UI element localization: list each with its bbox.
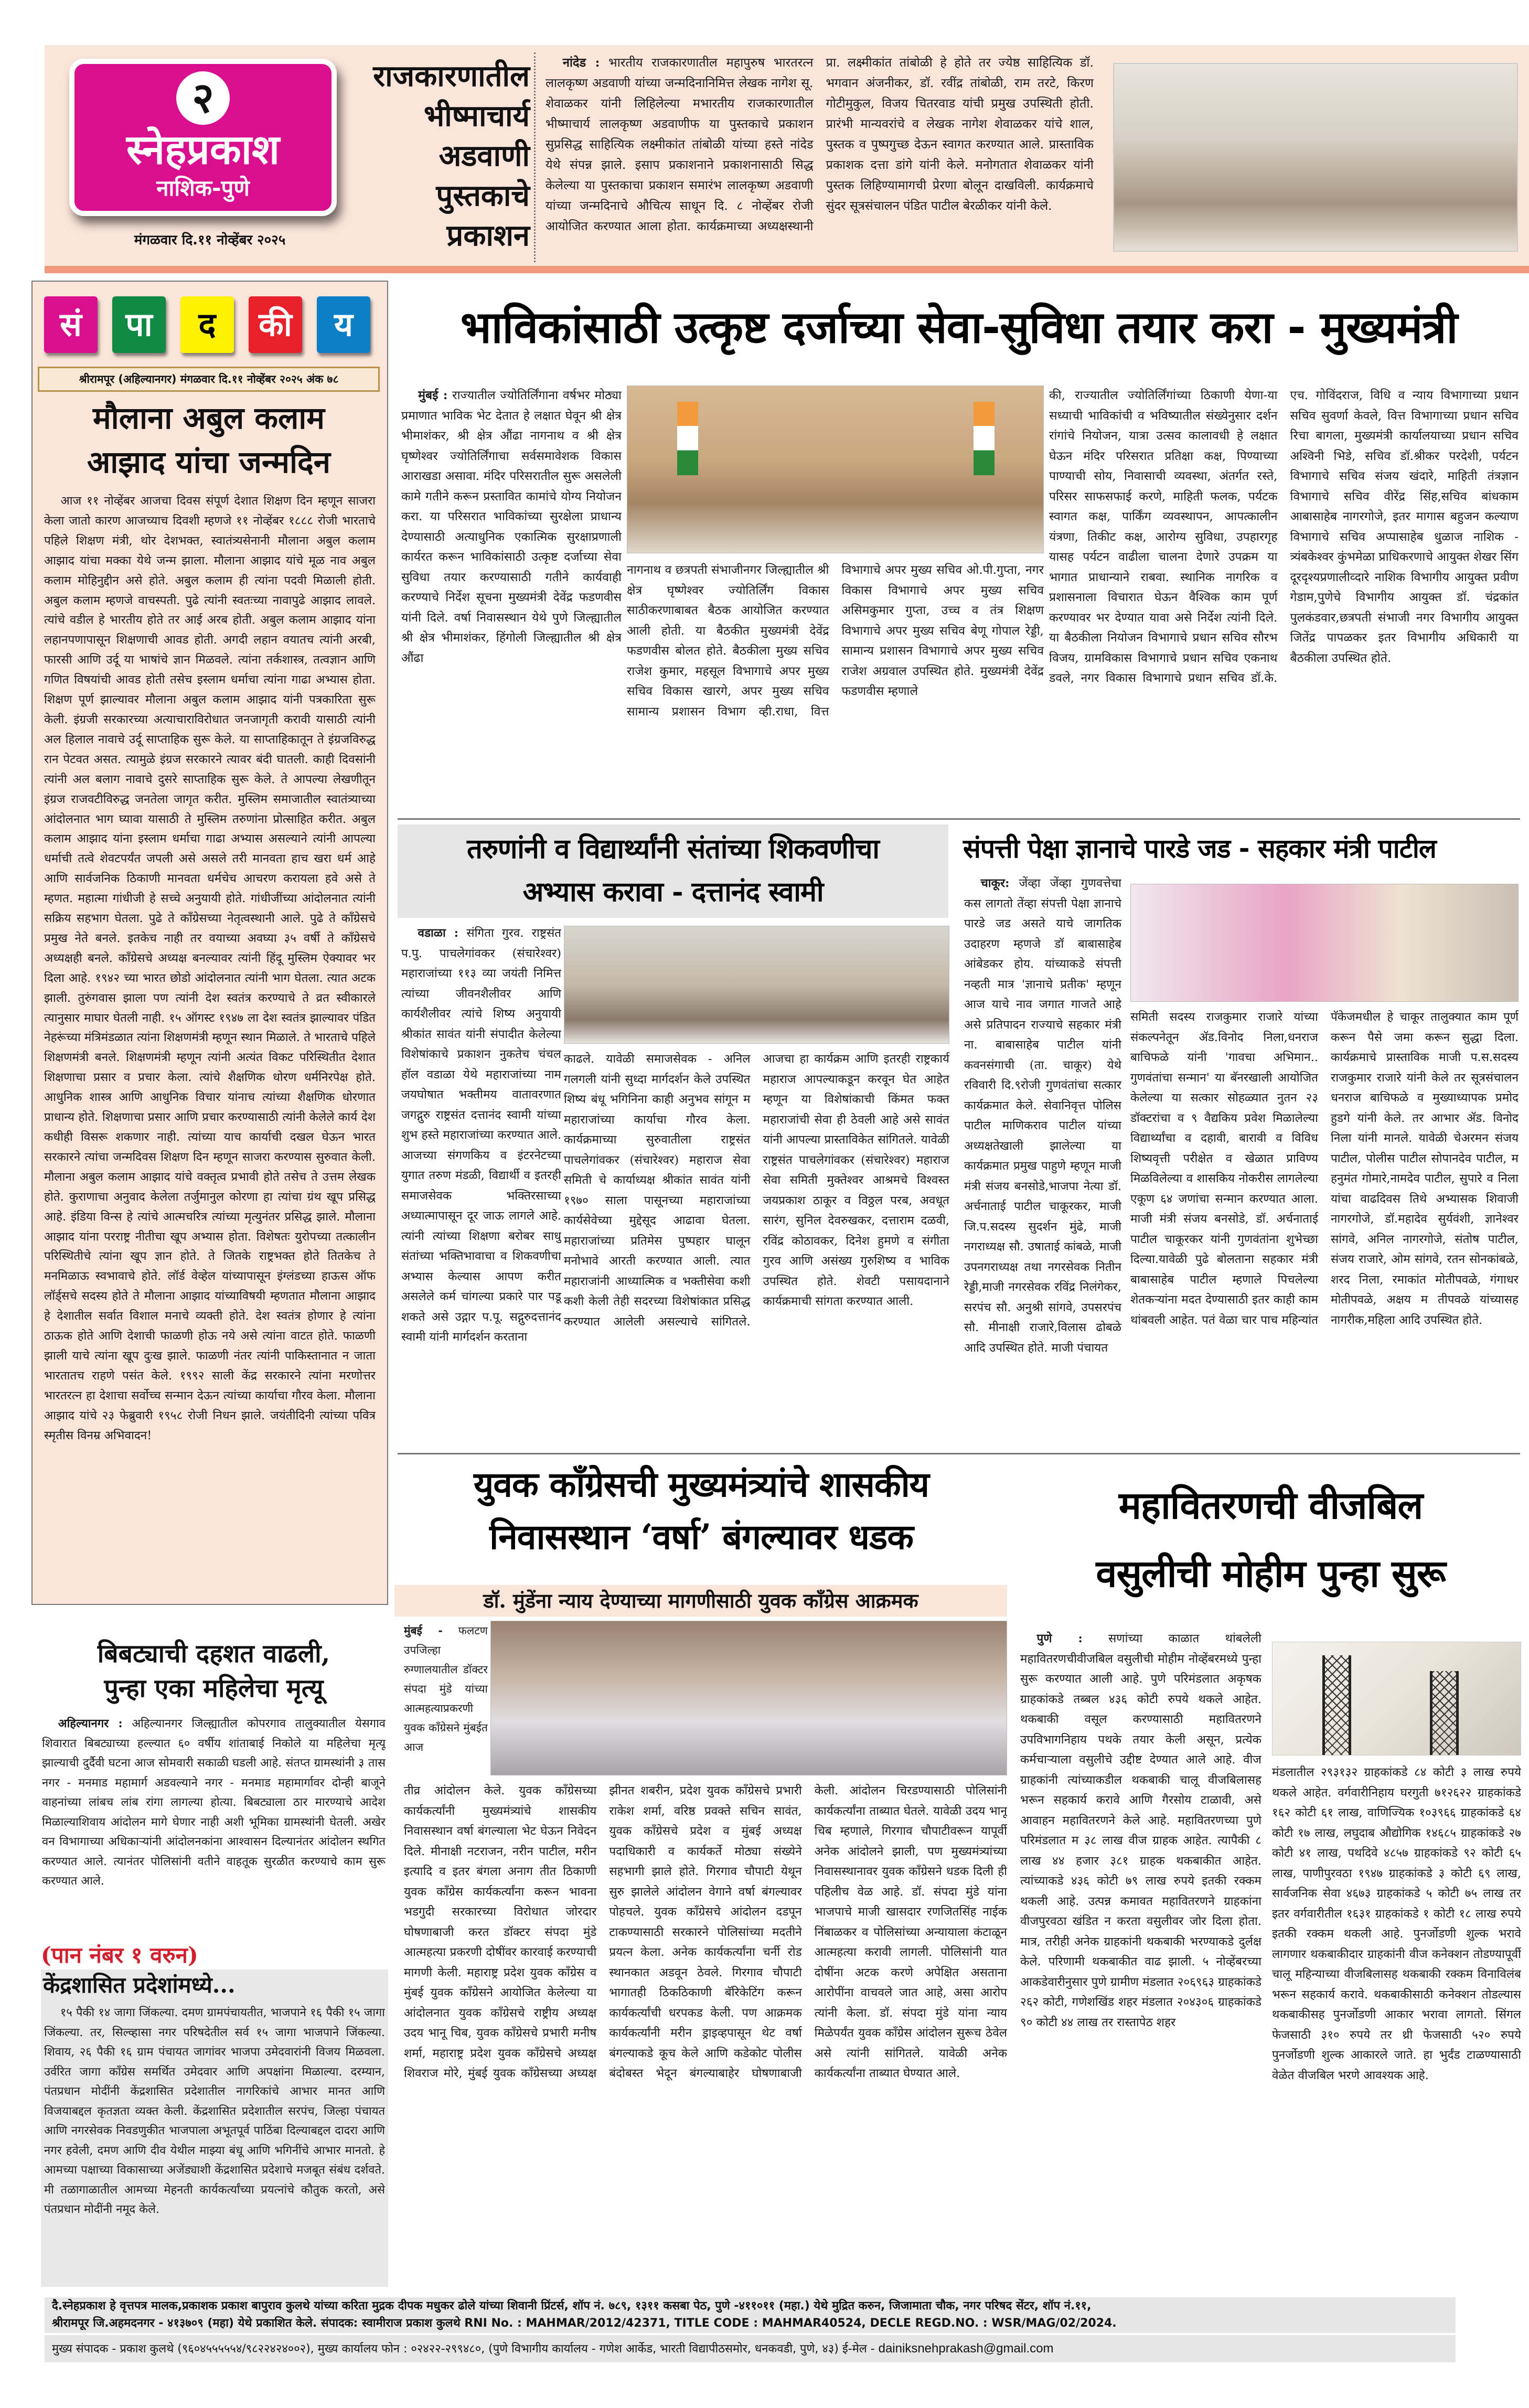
power-tower-photo xyxy=(1272,1642,1521,1756)
issue-date: मंगळवार दि.११ नोव्हेंबर २०२५ xyxy=(134,232,286,248)
felicitation-photo xyxy=(1130,884,1519,1002)
title-line: आझाद यांचा जन्मदिन xyxy=(87,444,331,480)
flag-icon xyxy=(974,402,995,475)
dateline: पुणे : xyxy=(1036,1632,1083,1645)
dateline: मुंबई : xyxy=(418,388,448,402)
sant-story-column xyxy=(564,1049,949,1424)
email-link[interactable]: dainiksnehprakash@gmail.com xyxy=(878,2341,1054,2356)
editorial-section xyxy=(31,281,388,1605)
sant-story-column xyxy=(401,923,561,1424)
leopard-story-headline xyxy=(39,1636,388,1706)
yc-story-column xyxy=(404,1621,488,1781)
msedcl-story-column xyxy=(1272,1762,1521,2284)
section-divider xyxy=(398,1453,1520,1454)
headline-line: युवक कॉंग्रेसची मुख्यमंत्र्यांचे शासकीय xyxy=(474,1464,929,1505)
main-story-column xyxy=(1049,386,1519,800)
article-text: अहिल्यानगर जिल्ह्यातील कोपरगाव तालुक्यातील येसगाव शिवारात बिबट्याच्या हल्ल्यात ६० वर्षीय शांताबाई निकोले या महिलेचा मृत्यू झाल्याची दुर्दैवी घटना आज सोमवारी सकाळी घडली आहे. संतप्त ग्रामस्थांनी ३ तास नगर - मनमाड महामार्ग अडवल्याने नगर - मनमाड महामार्गावर दोन्ही बाजूने वाहनांच्या लांबच लांब रांगा लागल्या होत्या. बिबट्याला ठार मारण्याचे आदेश मिळाल्याशिवाय आंदोलन मागे घेणार नाही अशी भूमिका ग्रामस्थांनी घेतली. अखेर वन विभागाच्या अधिकाऱ्यांनी आंदोलनकांना आश्वासन दिल्यानंतर आंदोलन स्थगित करण्यात आले. त्यानंतर पोलिसांनी वतीने वाहतूक सुरळीत करण्याचे काम सुरू करण्यात आले. xyxy=(42,1717,386,1888)
imprint-block xyxy=(45,2297,1456,2333)
masthead-logo xyxy=(69,59,337,216)
headline-line: तरुणांनी व विद्यार्थ्यांनी संतांच्या शिकवणीचा xyxy=(467,833,879,865)
continued-story-body xyxy=(44,2003,385,2281)
leopard-story-body xyxy=(42,1714,386,1934)
editorial-title xyxy=(38,396,380,484)
title-line: मौलाना अबुल कलाम xyxy=(93,400,325,436)
article-text: काढले. यावेळी समाजसेवक - अनिल गलगली यांनी सुध्दा मार्गदर्शन केले उपस्थित शिष्य बंधू भगिनिना काही अनुभव सांगून म महाराजांच्या कार्याचा गौरव केला. कार्यक्रमाच्या सुरुवातीला राष्ट्रसंत पाचलेगांवकर (संचारेश्वर) महाराज सेवा समिती चे कार्याध्यक्ष श्रीकांत सावंत यांनी १९७० साला पासूनच्या महाराजांच्या कार्यसेवेच्या मुद्देसूद आढावा घेतला. महाराजांच्या प्रतिमेस पुष्पहार घालून मनोभावे आरती करण्यात आली. त्यात महाराजांनी आध्यात्मिक व भक्तीसेवा कशी कशी केली तेही सदरच्या विशेषांकात प्रसिद्ध करण्यात आलेली असल्याचे सांगितले. आजचा हा कार्यक्रम आणि इतरही राष्ट्रकार्य महाराज आपल्याकडून करवून घेत आहेत म्हणून या विशेषांकाची किंमत फक्त महाराजांची सेवा ही ठेवली आहे असे सावंत यांनी आपल्या प्रास्ताविकेत सांगितले. यावेळी राष्ट्रसंत पाचलेगांवकर (संचारेश्वर) महाराज सेवा समिती मुक्तेश्वर आश्रमचे विश्वस्त जयप्रकाश ठाकूर व विठ्ठल परब, अवधूत सारंग, सुनिल देवरुखकर, दत्ताराम दळवी, रविंद्र कोठावकर, दिनेश हुमणे व संगीता गुरव आणि असंख्य गुरुशिष्य व भाविक उपस्थित होते. शेवटी पसायदानाने कार्यक्रमाची सांगता करण्यात आली. xyxy=(564,1052,949,1329)
main-story-column xyxy=(401,386,622,800)
editorial-body xyxy=(44,491,376,1596)
top-story-headline xyxy=(351,57,530,256)
article-text: १५ पैकी १४ जागा जिंकल्या. दमण ग्रामपंचायतीत, भाजपाने १६ पैकी १५ जागा जिंकल्या. तर, सिल्व्हासा नगर परिषदेतील सर्व १५ जागा भाजपाने जिंकल्या. शिवाय, २६ पैकी १६ ग्राम पंचायत जागांवर भाजपा उमेदवारांनी विजय मिळवला. उर्वरित जागा कॉंग्रेस समर्थित उमेदवार आणि अपक्षांना मिळाल्या. दरम्यान, पंतप्रधान मोदींनी केंद्रशासित प्रदेशातील नागरिकांचे आभार मानत आणि विजयाबद्दल कृतज्ञता व्यक्त केली. केंद्रशासित प्रदेशातील सरपंच, जिल्हा पंचायत आणि नगरसेवक निवडणुकीत भाजपाला अभूतपूर्व पाठिंबा दिल्याबद्दल दादरा आणि नगर हवेली, दमण आणि दीव येथील माझ्या बंधू आणि भगिनींचे आभार मानतो. हे आमच्या पक्षाच्या विकासाच्या अजेंड्याशी केंद्रशासित प्रदेशाचे मजबूत संबंध दर्शवते. मी तळागाळातील आमच्या मेहनती कार्यकर्त्यांच्या प्रयत्नांचे कौतुक करतो, असे पंतप्रधान मोदींनी नमूद केले. xyxy=(44,2006,385,2216)
yc-story-column xyxy=(404,1781,1007,2282)
article-text: नागनाथ व छत्रपती संभाजीनगर जिल्ह्यातील श्री क्षेत्र घृष्णेश्वर ज्योतिर्लिंग विकास साठीकरणाबाबत बैठक आयोजित करण्यात आली होती. या बैठकीत मुख्यमंत्री देवेंद्र फडणवीस बोलत होते. बैठकीला मुख्य सचिव राजेश कुमार, महसूल विभागाचे अपर मुख्य सचिव विकास खारगे, अपर मुख्य सचिव सामान्य प्रशासन विभाग व्ही.राधा, वित्त विभागाचे अपर मुख्य सचिव ओ.पी.गुप्ता, नगर विकास विभागाचे अपर मुख्य सचिव असिमकुमार गुप्ता, उच्च व तंत्र शिक्षण विभागाचे अपर मुख्य सचिव बेणू गोपाल रेड्डी, सामान्य प्रशासन विभागाचे अपर मुख्य सचिव राजेश अग्रवाल उपस्थित होते. मुख्यमंत्री देवेंद्र फडणवीस म्हणाले xyxy=(627,563,1044,719)
sant-story-headline-box xyxy=(398,825,948,918)
main-story-headline: भाविकांसाठी उत्कृष्ट दर्जाच्या सेवा-सुविधा तयार करा - मुख्यमंत्री xyxy=(460,302,1458,353)
cm-meeting-photo xyxy=(627,386,1044,553)
article-text: तीव्र आंदोलन केले. युवक कॉंग्रेसच्या कार्यकर्त्यांनी मुख्यमंत्र्यांचे शासकीय निवासस्थान वर्षा बंगल्याला भेट घेऊन निवेदन दिले. मीनाक्षी नटराजन, नरीन पाटील, मरीन इत्यादि व इतर बंगला अनाग तीत ठिकाणी युवक कॉंग्रेस कार्यकर्त्यांना करून भावना भडगुदी सरकारच्या विरोधात जोरदार घोषणाबाजी करत डॉक्टर संपदा मुंडे आत्महत्या प्रकरणी दोषींवर कारवाई करण्याची मागणी केली. महाराष्ट्र प्रदेश युवक कॉंग्रेस व मुंबई युवक कॉंग्रेसने आयोजित केलेल्या या आंदोलनात युवक कॉंग्रेसचे राष्ट्रीय अध्यक्ष उदय भानू चिब, युवक कॉंग्रेसचे प्रभारी मनीष शर्मा, महाराष्ट्र प्रदेश युवक कॉंग्रेसचे अध्यक्ष शिवराज मोरे, मुंबई युवक कॉंग्रेसच्या अध्यक्ष झीनत शबरीन, प्रदेश युवक कॉंग्रेसचे प्रभारी राकेश शर्मा, वरिष्ठ प्रवक्ते सचिन सावंत, युवक कॉंग्रेसचे प्रदेश व मुंबई अध्यक्ष पदाधिकारी व कार्यकर्ते मोठ्या संख्येने सहभागी झाले होते. गिरगाव चौपाटी येथून सुरु झालेले आंदोलन वेगाने वर्षा बंगल्यावर पोहचले. युवक कॉंग्रेसचे आंदोलन दडपून टाकण्यासाठी सरकारने पोलिसांच्या मदतीने प्रयत्न केला. अनेक कार्यकर्त्यांना चर्नी रोड स्थानकात अडवून ठेवले. गिरगाव चौपाटी भागातही ठिकठिकाणी बॅरिकेटिंग करून कार्यकर्त्यांची धरपकड केली. पण आक्रमक कार्यकर्त्यांनी मरीन ड्राइव्हपासून थेट वर्षा बंगल्याकडे कूच केले आणि कडेकोट पोलीस बंदोबस्त भेदून बंगल्याबाहेर घोषणाबाजी केली. आंदोलन चिरडण्यासाठी पोलिसांनी कार्यकर्त्यांना ताब्यात घेतले. यावेळी उदय भानू चिब म्हणाले, गिरगाव चौपाटीवरून यापूर्वी अनेक आंदोलने झाली, पण मुख्यमंत्र्यांच्या निवासस्थानावर युवक कॉंग्रेसने धडक दिली ही पहिलीच वेळ आहे. डॉ. संपदा मुंडे यांना भाजपाचे माजी खासदार रणजितसिंह नाईक निंबाळकर व पोलिसांच्या अन्यायाला कंटाळून आत्महत्या करावी लागली. पोलिसांनी यात दोषींना अटक करणे अपेक्षित असताना आरोपींना वाचवले जात आहे, असा आरोप त्यांनी केला. डॉ. संपदा मुंडे यांना न्याय मिळेपर्यंत युवक कॉंग्रेस आंदोलन सुरूच ठेवेल असे त्यांनी सांगितले. यावेळी अनेक कार्यकर्त्यांना ताब्यात घेण्यात आले. xyxy=(404,1784,1007,2080)
flag-icon xyxy=(677,402,698,475)
continued-story xyxy=(41,1970,388,2287)
headline-line: वसुलीची मोहीम पुन्हा सुरू xyxy=(1096,1551,1446,1596)
top-story-body xyxy=(546,52,1094,260)
headline-line: महावितरणची वीजबिल xyxy=(1118,1483,1423,1527)
article-text: मंडलातील २९३१३२ ग्राहकांकडे ८४ कोटी ३ लाख रुपये थकले आहेत. वर्गवारीनिहाय घरगुती ७१२६२२ ग्राहकांकडे १६२ कोटी ६१ लाख, वाणिज्यिक १०३९६६ ग्राहकांकडे ६४ कोटी १७ लाख, लघुदाब औद्योगिक १४६८५ ग्राहकांकडे २७ कोटी ४१ लाख, पथदिवे ४८५७ ग्राहकांकडे ९२ कोटी ६५ लाख, पाणीपुरवठा १९४७ ग्राहकांकडे ३ कोटी ६९ लाख, सार्वजनिक सेवा ४६७३ ग्राहकांकडे ५ कोटी ७५ लाख तर इतर वर्गवारीतील १६३१ ग्राहकांकडे १ कोटी १८ लाख रुपये इतकी रक्कम थकली आहे. पुनर्जोडणी शुल्क भरावे लागणार थकबाकीदार ग्राहकांनी वीज कनेक्शन तोडण्यापूर्वी चालू महिन्याच्या वीजबिलासह थकबाकी रक्कम विनाविलंब भरून सहकार्य करावे. थकबाकीसाठी कनेक्शन तोडल्यास थकबाकीसह पुनर्जोडणी आकार भरावा लागतो. सिंगल फेजसाठी ३१० रुपये तर थ्री फेजसाठी ५२० रुपये पुनर्जोडणी शुल्क आकारले जाते. हा भुर्दंड टाळण्यासाठी वेळेत वीजबिल भरणे आवश्यक आहे. xyxy=(1272,1765,1521,2082)
contact-text: मुख्य संपादक - प्रकाश कुलथे (९६०४५५५५५४/९८२२४२४००२), मुख्य कार्यालय फोन : ०२४२२-२९९४८०, (पुणे विभागीय कार्यालय - गणेश आर्केड, भारती विद्यापीठसमोर, धनकवडी, पुणे, ४३) ई-मेल - xyxy=(52,2342,875,2356)
power-tower-icon xyxy=(1430,1671,1459,1755)
top-banner-rule xyxy=(45,266,1529,273)
msedcl-story-column xyxy=(1020,1629,1261,2284)
article-text: भारतीय राजकारणातील महापुरुष भारतरत्न लालकृष्ण अडवाणी यांच्या जन्मदिनानिमित्त लेखक नागेश सू. शेवाळकर यांनी लिहिलेल्या मभारतीय राजकारणातील भीष्माचार्य लालकृष्ण अडवाणीफ या पुस्तकाचे प्रकाशन सुप्रसिद्ध साहित्यिक लक्ष्मीकांत तांबोळी यांच्या हस्ते नांदेड येथे संपन्न झाले. इसाप प्रकाशनाने प्रकाशनासाठी सिद्ध केलेल्या या पुस्तकाचा प्रकाशन समारंभ लालकृष्ण अडवाणी यांच्या जन्मदिनाचे औचित्य साधून दि. ८ नोव्हेंबर रोजी आयोजित करण्यात आला होता. कार्यक्रमाच्या अध्यक्षस्थानी प्रा. लक्ष्मीकांत तांबोळी हे होते तर ज्येष्ठ साहित्यिक डॉ. भगवान अंजनीकर, डॉ. रवींद्र तांबोळी, राम तरटे, किरण गोटीमुकुल, विजय चितरवाड यांची प्रमुख उपस्थिती होती. प्रारंभी मान्यवरांचे व लेखक नागेश शेवाळकर यांचे शाल, पुस्तक व पुष्पगुच्छ देऊन स्वागत करण्यात आले. प्रास्ताविक प्रकाशक दत्ता डांगे यांनी केले. मनोगतात शेवाळकर यांनी पुस्तक लिहिण्यामागची प्रेरणा बोलून दाखविली. कार्यक्रमाचे सुंदर सूत्रसंचालन पंडित पाटील बेरळीकर यांनी केले. xyxy=(546,55,1094,233)
continued-story-title: केंद्रशासित प्रदेशांमध्ये... xyxy=(43,1972,236,1998)
dateline: वडाळा : xyxy=(418,926,459,940)
imprint-line: श्रीरामपूर जि.अहमदनगर - ४१३७०९ (महा) येथे प्रकाशित केले. संपादक: स्वामीराज प्रकाश कुलथे RNI No. : MAHMAR/2012/42371, TITLE CODE : MAHMAR40524, DECLE REGD.NO. : WSR/MAG/02/2024. xyxy=(52,2317,1117,2330)
chakur-story-headline: संपत्ती पेक्षा ज्ञानाचे पारडे जड - सहकार मंत्री पाटील xyxy=(963,833,1436,864)
article-text: राज्यातील ज्योतिर्लिंगाना वर्षभर मोठ्या प्रमाणात भाविक भेट देतात हे लक्षात घेवून श्री क्षेत्र भीमाशंकर, श्री क्षेत्र औंढा नागनाथ व श्री क्षेत्र घृष्णेश्वर ज्योतिर्लिंगाचा सर्वसमावेशक विकास आराखडा असावा. मंदिर परिसरातील सुरू असलेली कामे गतीने करून प्रस्तावित कामांचे योग्य नियोजन करा. या परिसरात भाविकांच्या सुरक्षेला प्राधान्य देण्यासाठी अत्याधुनिक एकात्मिक सुरक्षाप्रणाली कार्यरत करून भाविकांसाठी उत्कृष्ट दर्जाच्या सेवा सुविधा तयार करण्यासाठी गतीने कार्यवाही करण्याचे निर्देश सूचना मुख्यमंत्री देवेंद्र फडणवीस यांनी दिले. वर्षा निवासस्थान येथे पुणे जिल्ह्यातील श्री क्षेत्र भीमाशंकर, हिंगोली जिल्ह्यातील श्री क्षेत्र औंढा xyxy=(401,389,622,665)
protest-photo xyxy=(490,1621,1007,1775)
main-story-column xyxy=(627,560,1044,800)
yc-story-headline xyxy=(394,1458,1008,1563)
chakur-story-column xyxy=(1130,1007,1519,1424)
sant-story-headline xyxy=(398,828,948,914)
article-text: जेंव्हा जेंव्हा गुणवत्तेचा कस लागतो तेंव्हा संपत्ती पेक्षा ज्ञानाचे पारडे जड असते याचे जागतिक उदाहरण म्हणजे डॉ बाबासाहेब आंबेडकर होय. यांच्याकडे संपत्ती नव्हती मात्र 'ज्ञानाचे प्रतीक' म्हणून आज याचे नाव जगात गाजते आहे असे प्रतिपादन राज्याचे सहकार मंत्री ना. बाबासाहेब पाटील यांनी कवनसंगाची (ता. चाकूर) येथे रविवारी दि.९रोजी गुणवंतांचा सत्कार कार्यक्रमात केले. सेवानिवृत्त पोलिस पाटील माणिकराव पाटील यांच्या अध्यक्षतेखाली झालेल्या या कार्यक्रमात प्रमुख पाहुणे म्हणून माजी मंत्री संजय बनसोडे,भाजपा नेत्या डॉ. अर्चनाताई पाटील चाकूरकर, माजी जि.प.सदस्य सुदर्शन मुंढे, माजी नगराध्यक्ष सौ. उषाताई कांबळे, माजी उपनगराध्यक्ष तथा नगरसेवक नितीन रेड्डी,माजी नगरसेवक रविंद्र निलंगेकर, सरपंच सौ. अनुश्री सांगवे, उपसरपंच सौ. मीनाक्षी राजारे,विलास ढोबळे आदि उपस्थित होते. माजी पंचायत xyxy=(964,876,1121,1355)
paper-name: स्नेहप्रकाश xyxy=(126,126,280,174)
article-text: की, राज्यातील ज्योतिर्लिंगांच्या ठिकाणी येणा-या सध्याची भाविकांची व भविष्यातील संख्येनुसार दर्शन रांगांचे नियोजन, यात्रा उत्सव कालावधी हे लक्षात घेऊन मंदिर परिसरात प्रतिक्षा कक्ष, पिण्याच्या पाण्याची सोय, निवासाची व्यवस्था, अंतर्गत रस्ते, परिसर साफसफाई करणे, माहिती फलक, पर्यटक स्वागत कक्ष, पार्किंग व्यवस्थापन, आपत्कालीन यंत्रणा, तिकीट कक्ष, आरोग्य सुविधा, उपहारगृह यासह पर्यटन वाढीला चालना देणारे उपक्रम या भागात प्राधान्याने राबवा. स्थानिक नागरिक व प्रशासनाला विचारात घेऊन वैश्विक काम पूर्ण करण्यावर भर देण्यात यावा असे निर्देश त्यांनी दिले. या बैठकीला नियोजन विभागाचे प्रधान सचिव सौरभ विजय, ग्रामविकास विभागाचे प्रधान सचिव एकनाथ डवले, नगर विकास विभागाचे प्रधान सचिव डॉ.के. एच. गोविंदराज, विधि व न्याय विभागाच्या प्रधान सचिव सुवर्णा केवले, वित्त विभागाच्या प्रधान सचिव रिचा बागला, मुख्यमंत्री कार्यालयाच्या प्रधान सचिव अश्विनी भिडे, सचिव डॉ.श्रीकर परदेशी, पर्यटन विभागाचे सचिव संजय खंदारे, माहिती तंत्रज्ञान विभागाचे सचिव वीरेंद्र सिंह,सचिव बांधकाम आबासाहेब नागरगोजे, इतर मागास बहुजन कल्याण विभागाचे सचिव अप्पासाहेब धुळाज नाशिक - त्र्यंबकेश्वर कुंभमेळा प्राधिकरणाचे आयुक्त शेखर सिंग दूरदृश्यप्रणालीव्दारे नाशिक विभागीय आयुक्त प्रवीण गेडाम,पुणेचे विभागीय आयुक्त डॉ. चंद्रकांत पुलकंडवार,छत्रपती संभाजी नगर विभागीय आयुक्त जितेंद्र पापळकर इतर विभागीय अधिकारी या बैठकीला उपस्थित होते. xyxy=(1049,389,1519,685)
headline-line: अडवाणी xyxy=(439,139,530,173)
dateline: मुंबई - xyxy=(404,1624,443,1637)
section-divider xyxy=(398,818,1520,820)
column-divider xyxy=(534,52,537,262)
article-text: सणांच्या काळात थांबलेली महावितरणचीवीजबिल वसुलीची मोहीम नोव्हेंबरमध्ये पुन्हा सुरू करण्यात आली आहे. पुणे परिमंडलात अकृषक ग्राहकांकडे तब्बल ४३६ कोटी रुपये थकले आहेत. थकबाकी वसूल करण्यासाठी महावितरणने उपविभागनिहाय पथके तयार केली असून, प्रत्येक कर्मचाऱ्याला वसुलीचे उद्दीष्ट देण्यात आले आहे. वीज ग्राहकांनी त्यांच्याकडील थकबाकी चालू वीजबिलासह भरून सहकार्य करावे आणि गैरसोय टाळावी, असे आवाहन महावितरणने केले आहे. महावितरणच्या पुणे परिमंडलात म ३८ लाख वीज ग्राहक आहेत. त्यापैकी ८ लाख ४४ हजार ३८१ ग्राहक थकबाकीत आहेत. त्यांच्याकडे ४३६ कोटी ७९ लाख रुपये इतकी रक्कम थकली आहे. उत्पन्न कमावत महावितरणने ग्राहकांना वीजपुरवठा खंडित न करता वसुलीवर जोर दिला होता. मात्र, तरीही अनेक ग्राहकांनी थकबाकी भरण्याकडे दुर्लक्ष केले. परिणामी थकबाकीत वाढ झाली. ५ नोव्हेंबरच्या आकडेवारीनुसार पुणे ग्रामीण मंडलात २०६९६३ ग्राहकांकडे २६२ कोटी, गणेशखिंड शहर मंडलात २०४३०६ ग्राहकांकडे ९० कोटी ४४ लाख तर रास्तापेठ शहर xyxy=(1020,1632,1261,2029)
headline-line: पुस्तकाचे xyxy=(436,179,530,213)
headline-line: अभ्यास करावा - दत्तानंद स्वामी xyxy=(522,876,824,908)
editorial-dateline: श्रीरामपूर (अहिल्यानगर) मंगळवार दि.११ नोव्हेंबर २०२५ अंक ७८ xyxy=(38,367,380,392)
imprint-line: दै.स्नेहप्रकाश हे वृत्तपत्र मालक,प्रकाशक प्रकाश बापुराव कुलथे यांच्या करिता मुद्रक दीपक मधुकर ढोले यांच्या शिवानी प्रिंटर्स, शॉप नं. ७८९, १३११ कसबा पेठ, पुणे -४११०११ (महा.) येथे मुद्रित करुन, जिजामाता चौक, नगर परिषद सेंटर, शॉप नं.११, xyxy=(52,2299,1092,2313)
article-text: संगिता गुरव. राष्ट्रसंत प.पु. पाचलेगांवकर (संचारेश्वर) महाराजांच्या ११३ व्या जयंती निमित्त त्यांच्या जीवनशैलीवर आणि कार्यशैलीवर त्यांचे शिष्य अनुयायी श्रीकांत सावंत यांनी संपादीत केलेल्या विशेषांकाचे प्रकाशन नुकतेच चंचल हॉल वडाळा येथे महाराजांच्या नाम जयघोषात भक्तीमय वातावरणात जगद्गुरु राष्ट्रसंत दत्तानंद स्वामी यांच्या शुभ हस्ते महाराजांच्या करण्यात आले. आजच्या संगणकिय व इंटरनेटच्या युगात तरुण मंडळी, विद्यार्थी व इतरही समाजसेवक भक्तिरसाच्या अध्यात्मापासून दूर जाऊ लागले आहे. त्यांनी त्यांच्या शिक्षणा बरोबर साधु संतांच्या भक्तिभावाचा व शिकवणीचा अभ्यास केल्यास आपण करीत असलेले कर्म चांगल्या प्रकारे पार पडू शकते असे उद्गार प.पू. सद्गुरुदत्तानंद स्वामी यांनी मार्गदर्शन करताना xyxy=(401,926,561,1344)
article-text: समिती सदस्य राजकुमार राजारे यांच्या संकल्पनेतून ॲड.विनोद निला,धनराज बाचिफळे यांनी 'गावचा अभिमान.. गुणवंतांचा सन्मान' या बॅनरखाली आयोजित केलेल्या या सत्कार सोहळ्यात नुतन २३ डॉक्टरांचा व ९ वैद्यकिय प्रवेश मिळालेल्या विद्यार्थ्यांचा व दहावी, बारावी व विविध शिष्यवृत्ती परीक्षेत व खेळात प्राविण्य मिळविलेल्या व शासकिय नोकरीस लागलेल्या एकूण ६४ जणांचा सन्मान करण्यात आला. माजी मंत्री संजय बनसोडे, डॉ. अर्चनाताई पाटील चाकूरकर यांनी गुणवंतांना शुभेच्छा दिल्या.यावेळी पुढे बोलताना सहकार मंत्री बाबासाहेब पाटील म्हणाले पिचलेल्या शेतकऱ्यांना मदत देण्यासाठी इतर काही काम थांबवली आहेत. पतं वेळा चार पाच महिन्यांत पॅकेजमधील हे चाकूर तालुक्यात काम पूर्ण करून पैसे जमा करून सुद्धा दिला. कार्यक्रमाचे प्रास्ताविक माजी प.स.सदस्य राजकुमार राजारे यांनी केले तर सूत्रसंचालन धनराज बाचिफळे व मुख्याध्यापक प्रमोद हुडगे यांनी केले. तर आभार ॲड. विनोद निला यांनी मानले. यावेळी चेअरमन संजय पाटील, पोलीस पाटील सोपानदेव पाटील, म हनुमंत गोमारे,नामदेव पाटील, सुपारे व निला यांचा वाढदिवस तिथे अभ्यासक शिवाजी नागरगोजे, डॉ.महादेव सुर्यवंशी, ज्ञानेश्वर सांगवे, अनिल नागरगोजे, संतोष पाटील, संजय राजारे, ओम सांगवे, रतन सोनकांबळे, शरद निला, रमाकांत मोतीपवळे, गंगाधर मोतीपवळे, अक्षय म तीपवळे यांच्यासह नागरीक,महिला आदि उपस्थित होते. xyxy=(1130,1010,1519,1327)
headline-line: बिबट्याची दहशत वाढली, xyxy=(97,1639,330,1668)
contact-line xyxy=(45,2335,1456,2362)
edition-name: नाशिक-पुणे xyxy=(156,175,250,201)
editorial-tile: सं xyxy=(44,296,98,353)
editorial-tile: द xyxy=(180,296,234,353)
book-release-photo xyxy=(564,926,949,1044)
headline-line: राजकारणातील xyxy=(373,59,530,93)
continued-from-tag: (पान नंबर १ वरुन) xyxy=(41,1942,240,1970)
headline-line: पुन्हा एका महिलेचा मृत्यू xyxy=(104,1674,324,1703)
article-text: आज ११ नोव्हेंबर आजचा दिवस संपूर्ण देशात शिक्षण दिन म्हणून साजरा केला जातो कारण आजच्याच दिवशी म्हणजे ११ नोव्हेंबर १८८८ रोजी भारताचे पहिले शिक्षण मंत्री, थोर देशभक्त, स्वातंत्र्यसेनानी मौलाना अबुल कलाम आझाद यांचा मक्का येथे जन्म झाला. मौलाना आझाद यांचे मूळ नाव अबुल कलाम मोहिनुद्दीन असे होते. अबुल कलाम ही त्यांना पदवी मिळाली होती. अबुल कलाम म्हणजे वाचस्पती. पुढे त्यांनी स्वतःच्या नावापुढे आझाद लावले. त्यांचे वडील हे भारतीय होते तर आई अरब होती. अबुल कलाम आझाद यांना लहानपणापासून शिक्षणाची आवड होती. अगदी लहान वयातच त्यांनी अरबी, फारसी आणि उर्दू या भाषांचे ज्ञान मिळवले. त्यांना तर्कशास्त्र, तत्वज्ञान आणि गणित विषयांची आवड होती तसेच इस्लाम धर्माचा त्यांना गाढा अभ्यास होता. शिक्षण पूर्ण झाल्यावर मौलाना अबुल कलाम आझाद यांनी पत्रकारिता सुरू केली. इंग्रजी सरकारच्या अत्याचाराविरोधात जनजागृती करावी यासाठी त्यांनी अल हिलाल नावाचे उर्दू साप्ताहिक सुरू केले. या साप्ताहिकातून ते इंग्रजविरुद्ध रान पेटवत असत. त्यामुळे इंग्रज सरकारने त्यावर बंदी घातली. काही दिवसांनी त्यांनी अल बलाग नावाचे दुसरे साप्ताहिक सुरू केले. ते आपल्या लेखणीतून इंग्रज राजवटीविरुद्ध जनतेला जागृत करीत. मुस्लिम समाजातील स्वातंत्र्याच्या आंदोलनात भाग घ्यावा यासाठी ते मुस्लिम तरुणांना प्रोत्साहित करीत. अबुल कलाम आझाद यांना इस्लाम धर्माचा गाढा अभ्यास असल्याने त्यांनी आपल्या धर्माची तत्वे शेवटपर्यंत जपली असे असले तरी मानवता हाच खरा धर्म आहे आणि सार्वजनिक ठिकाणी मानवता धर्मचेच आचरण करायला हवे असे ते म्हणत. महात्मा गांधीजी हे सच्चे अनुयायी होते. गांधीजींच्या आंदोलनात त्यांनी सक्रिय सहभाग घेतला. पुढे ते कॉंग्रेसच्या नेतृत्वस्थानी आले. पुढे ते कॉंग्रेसचे प्रमुख नेते बनले. इतकेच नाही तर वयाच्या अवघ्या ३५ वर्षी ते कॉंग्रेसचे अध्यक्षही बनले. कॉंग्रेसचे अध्यक्ष बनल्यावर त्यांनी हिंदू मुस्लिम ऐक्यावर भर दिला आहे. १९४२ च्या भारत छोडो आंदोलनात त्यांनी भाग घेतला. त्यात अटक झाली. तुरुंगवास झाला पण त्यांनी देश स्वतंत्र करण्याचे ते व्रत स्वीकारले त्यानुसार माघार घेतली नाही. १५ ऑगस्ट १९४७ ला देश स्वतंत्र झाल्यावर पंडित नेहरूंच्या मंत्रिमंडळात त्यांना शिक्षणमंत्री म्हणून स्थान मिळाले. ते भारताचे पहिले शिक्षणमंत्री बनले. शिक्षणमंत्री म्हणून त्यांनी अत्यंत विकट परिस्थितीत देशात शिक्षणाचा प्रसार व प्रचार केला. त्यांचे शैक्षणिक धोरण धर्मनिरपेक्ष होते. आधुनिक शास्त्र आणि आधुनिक विचार यांनाच त्यांच्या शैक्षणिक धोरणात प्राधान्य होते. शिक्षणाचा प्रसार आणि प्रचार करण्यासाठी त्यांनी केलेले कार्य देश कधीही विसरू शकणार नाही. त्यांच्या याच कार्याची दखल घेऊन भारत सरकारने त्यांचा जन्मदिवस शिक्षण दिन म्हणून साजरा करण्यास सुरुवात केली. मौलाना अबुल कलाम आझाद यांचे वक्तृत्व प्रभावी होते तसेच ते उत्तम लेखक होते. कुराणाचा अनुवाद केलेला तर्जुमानुल कोरणा हा त्यांचा ग्रंथ खूप प्रसिद्ध आहे. इंडिया विन्स हे त्यांचे आत्मचरित्र त्यांच्या मृत्युनंतर प्रसिद्ध झाले. मौलाना आझाद यांना परराष्ट्र नीतीचा खूप अभ्यास होता. विशेषतः युरोपच्या तत्कालीन परिस्थितीचे त्यांना खूप ज्ञान होते. ते जितके राष्ट्रभक्त होते तितकेच ते मनमिळाऊ स्वभावाचे होते. लॉर्ड वेव्हेल यांच्यापासून इंग्लंडच्या हाऊस ऑफ लॉर्ड्सचे सदस्य होते ते मौलाना आझाद यांच्याविषयी म्हणतात मौलाना आझाद हे देशातील सर्वात विशाल मनाचे व्यक्ती होते. देश स्वतंत्र होणार हे त्यांना ठाऊक होते आणि देशाची फाळणी होऊ नये असे त्यांना वाटत होते. फाळणी झाली याचे त्यांना खूप दुःख झाले. फाळणी नंतर त्यांनी पाकिस्तानात न जाता भारतातच राहणे पसंत केले. १९९२ साली केंद्र सरकारने त्यांना मरणोत्तर भारतरत्न हा देशाचा सर्वोच्च सन्मान देऊन त्यांच्या कार्याचा गौरव केला. मौलाना आझाद यांचे २३ फेब्रुवारी १९५८ रोजी निधन झाले. जयंतीदिनी त्यांच्या पवित्र स्मृतीस विनम्र अभिवादन! xyxy=(44,494,376,1442)
headline-line: प्रकाशन xyxy=(446,219,530,253)
yc-subheadline: डॉ. मुंडेंना न्याय देण्याच्या मागणीसाठी युवक कॉंग्रेस आक्रमक xyxy=(483,1589,918,1612)
book-launch-photo xyxy=(1113,63,1518,252)
page-number: २ xyxy=(176,71,230,125)
headline-line: भीष्माचार्य xyxy=(423,99,530,133)
msedcl-story-headline xyxy=(1020,1471,1521,1608)
dateline: अहिल्यानगर : xyxy=(58,1717,123,1730)
chakur-story-column xyxy=(964,873,1121,1424)
power-tower-icon xyxy=(1322,1655,1351,1755)
editorial-tile: पा xyxy=(112,296,166,353)
yc-subheadline-box xyxy=(394,1585,1007,1617)
headline-line: निवासस्थान ‘वर्षा’ बंगल्यावर धडक xyxy=(489,1516,913,1557)
dateline: नांदेड : xyxy=(562,55,600,70)
editorial-tile: की xyxy=(249,296,302,353)
article-text: फलटण उपजिल्हा रुग्णालयातील डॉक्टर संपदा मुंडे यांच्या आत्महत्याप्रकरणी युवक कॉंग्रेसने मुंबईत आज xyxy=(404,1624,488,1753)
dateline: चाकूर: xyxy=(980,876,1010,890)
editorial-tile: य xyxy=(317,296,370,353)
